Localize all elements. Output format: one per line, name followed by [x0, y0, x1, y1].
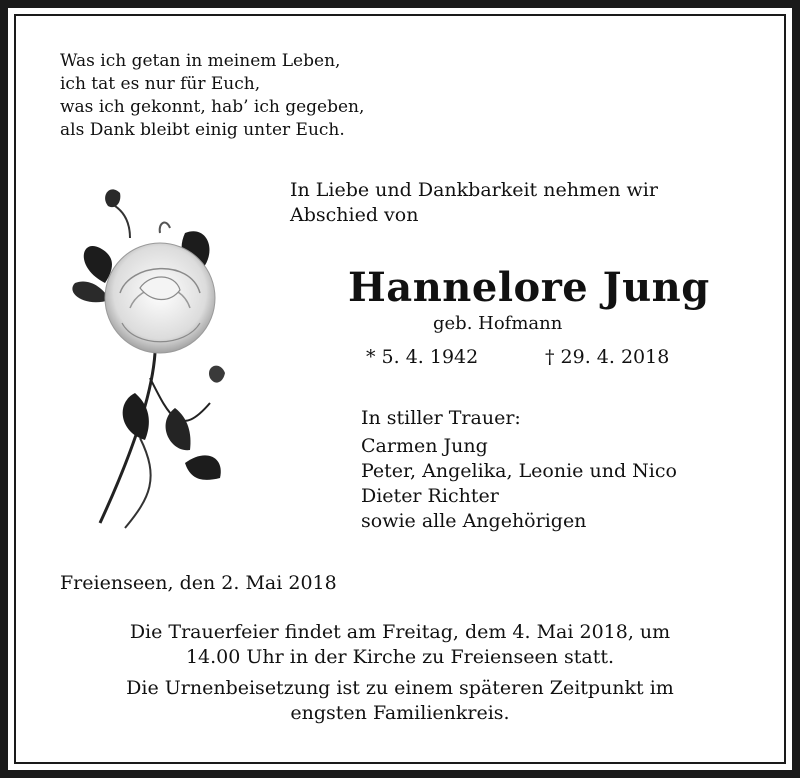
mourner-name: Carmen Jung	[361, 435, 488, 457]
mourners-block	[361, 406, 677, 534]
rose-illustration	[60, 178, 260, 538]
funeral-notice-line: 14.00 Uhr in der Kirche zu Freienseen statt.	[185, 646, 615, 668]
place-and-date: Freienseen, den 2. Mai 2018	[60, 572, 337, 594]
funeral-notice	[40, 620, 760, 670]
birth-date: * 5. 4. 1942	[366, 346, 479, 368]
mourner-name: sowie alle Angehörigen	[361, 510, 587, 532]
poem-line: ich tat es nur für Euch,	[60, 74, 261, 94]
memorial-poem	[60, 50, 364, 142]
mourner-name: Dieter Richter	[361, 485, 499, 507]
deceased-name: Hannelore Jung	[348, 264, 710, 311]
intro-line: Abschied von	[290, 204, 419, 226]
funeral-notice-line: Die Trauerfeier findet am Freitag, dem 4. Mai 2018, um	[129, 621, 671, 643]
burial-notice-line: engsten Familienkreis.	[290, 702, 510, 724]
burial-notice-line: Die Urnenbeisetzung ist zu einem späteren Zeitpunkt im	[126, 677, 674, 699]
mourner-name: Peter, Angelika, Leonie und Nico	[361, 460, 677, 482]
mourners-heading: In stiller Trauer:	[361, 407, 521, 429]
poem-line: Was ich getan in meinem Leben,	[60, 51, 341, 71]
burial-notice	[40, 676, 760, 726]
intro-line: In Liebe und Dankbarkeit nehmen wir	[290, 179, 658, 201]
farewell-intro	[290, 178, 658, 228]
poem-line: als Dank bleibt einig unter Euch.	[60, 120, 345, 140]
maiden-name: geb. Hofmann	[433, 313, 563, 334]
poem-line: was ich gekonnt, hab’ ich gegeben,	[60, 97, 365, 117]
death-date: † 29. 4. 2018	[545, 346, 670, 368]
